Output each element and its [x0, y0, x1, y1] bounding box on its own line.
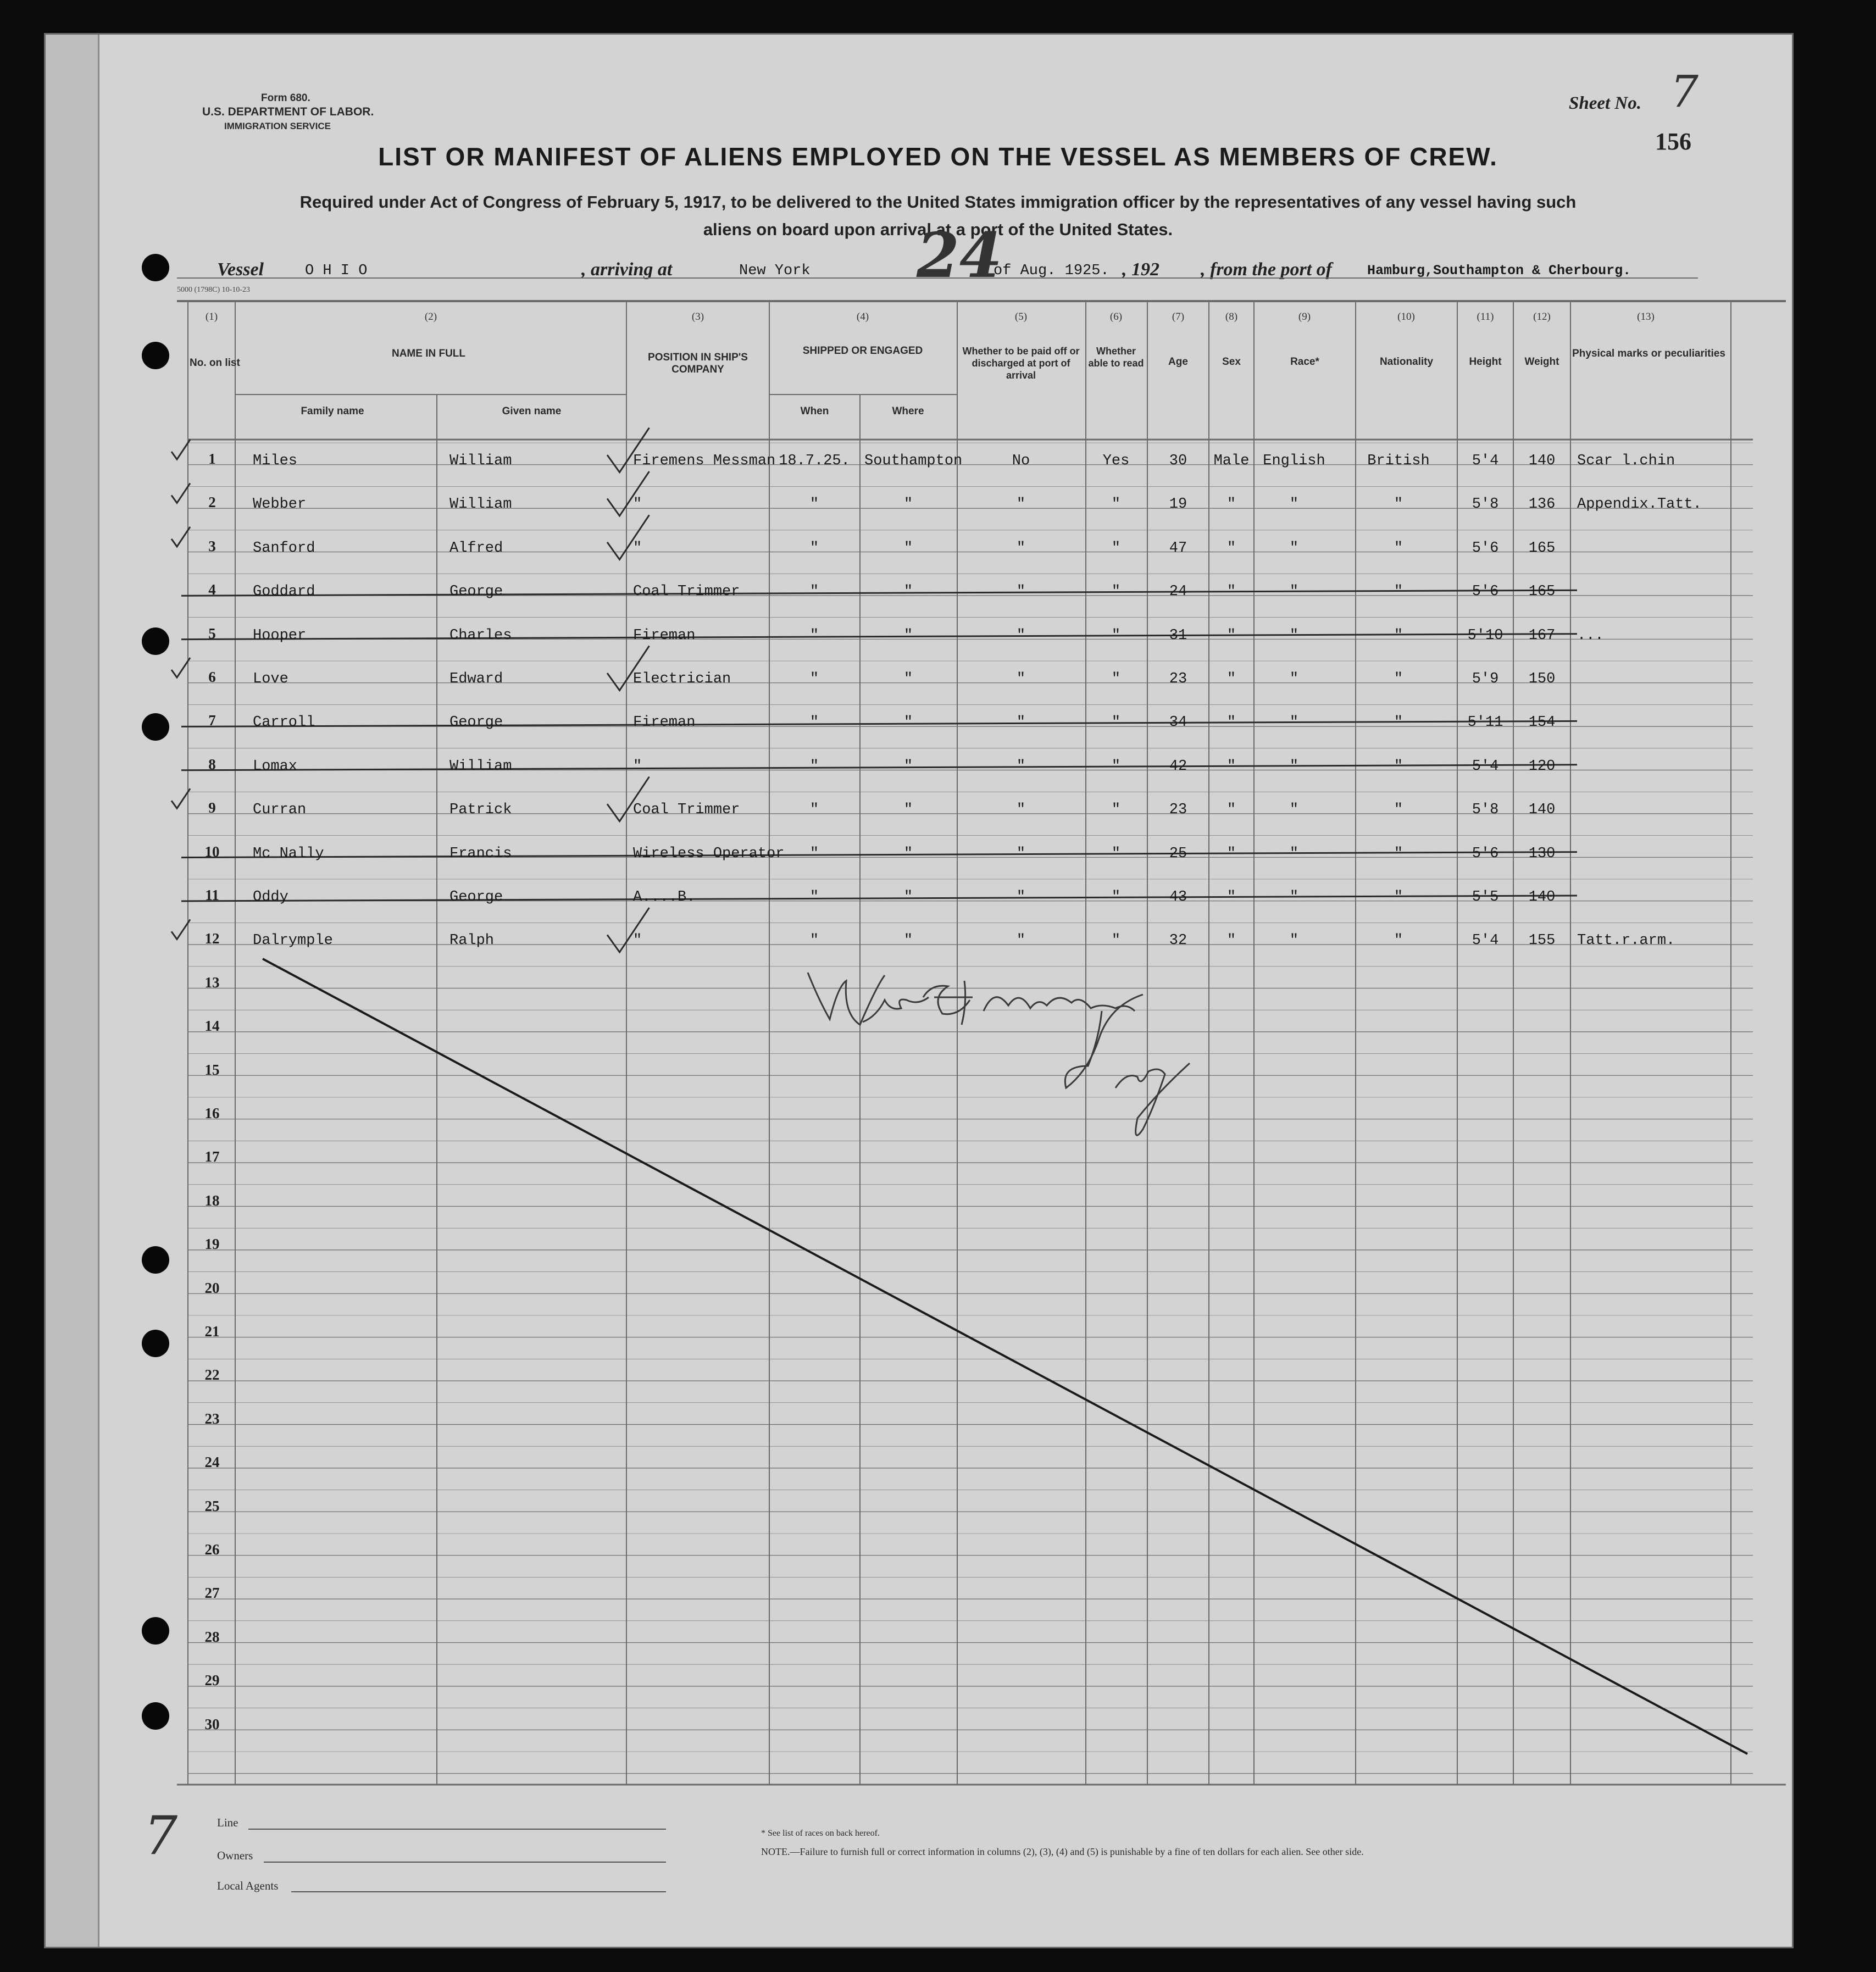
sex-cell: ": [1226, 802, 1236, 819]
able-to-read-cell: ": [1111, 584, 1121, 601]
header-weight: Weight: [1524, 356, 1559, 368]
family-name-cell: Hooper: [253, 627, 307, 644]
weight-cell: 136: [1528, 496, 1556, 513]
age-cell: 23: [1169, 671, 1187, 687]
void-diagonal-line: [263, 959, 1747, 1754]
able-to-read-cell: ": [1111, 627, 1121, 644]
nationality-cell: ": [1394, 714, 1403, 731]
height-cell: 5'6: [1472, 540, 1499, 557]
position-cell: ": [633, 932, 642, 949]
weight-cell: 140: [1528, 453, 1556, 469]
age-cell: 47: [1169, 540, 1187, 557]
physical-marks-cell: ...: [1577, 627, 1604, 644]
family-name-cell: Lomax: [253, 758, 298, 775]
header-no-on-list: No. on list: [190, 357, 240, 369]
shipped-when-cell: ": [809, 627, 819, 644]
header-shipped-engaged: SHIPPED OR ENGAGED: [802, 345, 923, 357]
empty-row-number: 21: [204, 1323, 220, 1340]
header-race: Race*: [1290, 356, 1319, 368]
shipped-when-cell: 18.7.25.: [779, 453, 850, 469]
line-field-rule: [248, 1829, 666, 1830]
column-number: (5): [1014, 311, 1028, 323]
header-sex: Sex: [1222, 356, 1241, 368]
row-number: 2: [208, 494, 216, 511]
nationality-cell: ": [1394, 758, 1403, 775]
shipped-where-cell: ": [903, 889, 913, 906]
column-number: (3): [691, 311, 704, 323]
row-number: 4: [208, 581, 216, 598]
row-number: 12: [204, 930, 220, 947]
column-number: (10): [1397, 311, 1415, 323]
family-name-cell: Webber: [253, 496, 307, 513]
header-when: When: [800, 405, 829, 417]
document-title: LIST OR MANIFEST OF ALIENS EMPLOYED ON THE VESSEL AS MEMBERS OF CREW.: [378, 142, 1498, 171]
nationality-cell: British: [1367, 453, 1430, 469]
empty-row-number: 30: [204, 1715, 220, 1732]
weight-cell: 150: [1528, 671, 1556, 687]
shipped-where-cell: ": [903, 496, 913, 513]
able-to-read-cell: ": [1111, 889, 1121, 906]
age-cell: 42: [1169, 758, 1187, 775]
weight-cell: 154: [1528, 714, 1556, 731]
position-cell: ": [633, 496, 642, 513]
empty-row-number: 16: [204, 1105, 220, 1121]
position-cell: Wireless Operator: [633, 845, 785, 862]
family-name-cell: Oddy: [253, 889, 288, 906]
height-cell: 5'8: [1472, 496, 1499, 513]
age-cell: 25: [1169, 845, 1187, 862]
able-to-read-cell: ": [1111, 671, 1121, 687]
given-name-cell: George: [449, 714, 503, 731]
able-to-read-cell: Yes: [1102, 453, 1130, 469]
family-name-cell: Carroll: [253, 714, 315, 731]
race-cell: ": [1289, 714, 1299, 731]
sheet-number: 7: [1670, 66, 1699, 117]
height-cell: 5'5: [1472, 889, 1499, 906]
height-cell: 5'8: [1472, 802, 1499, 819]
position-cell: Firemens Messman: [633, 453, 776, 469]
column-number: (12): [1533, 311, 1551, 323]
column-number: (11): [1477, 311, 1494, 323]
weight-cell: 165: [1528, 584, 1556, 601]
paid-off-cell: ": [1016, 758, 1026, 775]
sex-cell: ": [1226, 932, 1236, 949]
family-name-cell: Curran: [253, 802, 307, 819]
empty-row-number: 28: [204, 1628, 220, 1645]
race-footnote: * See list of races on back hereof.: [761, 1829, 880, 1838]
corner-sheet-number: 7: [144, 1805, 178, 1867]
sex-cell: ": [1226, 584, 1236, 601]
given-name-cell: William: [449, 453, 512, 469]
shipped-when-cell: ": [809, 758, 819, 775]
margin-check-mark: [171, 788, 190, 808]
shipped-where-cell: ": [903, 627, 913, 644]
owners-field-rule: [264, 1862, 666, 1863]
race-cell: ": [1289, 758, 1299, 775]
empty-row-number: 22: [204, 1366, 220, 1384]
family-name-cell: Love: [253, 671, 288, 687]
arrival-day: 24: [917, 220, 1002, 292]
arrival-port: New York: [739, 263, 811, 279]
shipped-when-cell: ": [809, 540, 819, 557]
empty-row-number: 23: [204, 1410, 220, 1427]
shipped-where-cell: ": [903, 671, 913, 687]
column-number: (4): [856, 311, 869, 323]
column-number: (6): [1109, 311, 1123, 323]
shipped-where-cell: ": [903, 540, 913, 557]
sex-cell: ": [1226, 758, 1236, 775]
empty-row-number: 25: [204, 1497, 220, 1514]
paid-off-cell: ": [1016, 671, 1026, 687]
paid-off-cell: ": [1016, 627, 1026, 644]
age-cell: 24: [1169, 584, 1187, 601]
row-number: 5: [208, 625, 216, 642]
shipped-when-cell: ": [809, 802, 819, 819]
shipped-when-cell: ": [809, 496, 819, 513]
paid-off-cell: ": [1016, 496, 1026, 513]
line-label: Line: [217, 1816, 238, 1829]
paid-off-cell: ": [1016, 889, 1026, 906]
sex-cell: ": [1226, 627, 1236, 644]
column-number: (1): [205, 311, 218, 323]
row-number: 1: [208, 451, 216, 467]
shipped-where-cell: Southampton: [864, 453, 963, 469]
given-name-cell: George: [449, 584, 503, 601]
family-name-cell: Goddard: [253, 584, 315, 601]
empty-row-number: 29: [204, 1672, 220, 1689]
family-name-cell: Mc Nally: [253, 845, 324, 862]
weight-cell: 130: [1528, 845, 1556, 862]
age-cell: 30: [1169, 453, 1187, 469]
physical-marks-cell: Appendix.Tatt.: [1577, 496, 1702, 513]
header-position: POSITION IN SHIP'S COMPANY: [648, 352, 748, 375]
paid-off-cell: No: [1012, 453, 1030, 469]
shipped-when-cell: ": [809, 889, 819, 906]
able-to-read-cell: ": [1111, 714, 1121, 731]
row-number: 8: [208, 756, 216, 773]
empty-row-number: 13: [204, 974, 220, 991]
header-name-in-full: NAME IN FULL: [391, 348, 466, 359]
owners-label: Owners: [217, 1849, 253, 1862]
header-nationality: Nationality: [1379, 356, 1434, 368]
able-to-read-cell: ": [1111, 845, 1121, 862]
given-name-cell: Francis: [449, 845, 512, 862]
race-cell: ": [1289, 845, 1299, 862]
weight-cell: 140: [1528, 889, 1556, 906]
able-to-read-cell: ": [1111, 932, 1121, 949]
physical-marks-cell: Tatt.r.arm.: [1577, 932, 1675, 949]
shipped-when-cell: ": [809, 932, 819, 949]
officer-signature: [808, 973, 1190, 1135]
empty-row-number: 27: [204, 1585, 220, 1602]
empty-row-number: 15: [204, 1061, 220, 1078]
age-cell: 32: [1169, 932, 1187, 949]
nationality-cell: ": [1394, 889, 1403, 906]
race-cell: ": [1289, 584, 1299, 601]
nationality-cell: ": [1394, 540, 1403, 557]
shipped-when-cell: ": [809, 671, 819, 687]
weight-cell: 140: [1528, 802, 1556, 819]
paid-off-cell: ": [1016, 845, 1026, 862]
race-cell: English: [1263, 453, 1325, 469]
race-cell: ": [1289, 889, 1299, 906]
shipped-where-cell: ": [903, 802, 913, 819]
race-cell: ": [1289, 496, 1299, 513]
sex-cell: ": [1226, 496, 1236, 513]
weight-cell: 155: [1528, 932, 1556, 949]
row-number: 10: [204, 843, 220, 860]
header-family-name: Family name: [301, 405, 364, 417]
header-paid-off: Whether to be paid off or discharged at port of arrival: [962, 346, 1080, 381]
row-number: 9: [208, 799, 216, 816]
position-cell: Coal Trimmer: [633, 802, 740, 819]
header-where: Where: [892, 405, 924, 417]
margin-check-mark: [171, 483, 190, 503]
penalty-note: NOTE.—Failure to furnish full or correct information in columns (2), (3), (4) and (5) is punishable by a fine of ten dollars for each alien. See other side.: [761, 1846, 1364, 1857]
nationality-cell: ": [1394, 802, 1403, 819]
form-number: Form 680.: [261, 92, 310, 104]
nationality-cell: ": [1394, 932, 1403, 949]
header-able-to-read: Whether able to read: [1088, 346, 1144, 369]
header-height: Height: [1469, 356, 1502, 368]
height-cell: 5'10: [1467, 627, 1503, 644]
position-cell: ": [633, 758, 642, 775]
height-cell: 5'9: [1472, 671, 1499, 687]
given-name-cell: Patrick: [449, 802, 512, 819]
department-name: U.S. DEPARTMENT OF LABOR.: [202, 105, 374, 118]
column-number: (13): [1637, 311, 1655, 323]
column-number: (7): [1172, 311, 1185, 323]
position-cell: Coal Trimmer: [633, 584, 740, 601]
height-cell: 5'6: [1472, 584, 1499, 601]
able-to-read-cell: ": [1111, 758, 1121, 775]
weight-cell: 120: [1528, 758, 1556, 775]
sex-cell: ": [1226, 714, 1236, 731]
given-name-cell: Edward: [449, 671, 503, 687]
sex-cell: ": [1226, 540, 1236, 557]
position-check-mark: [607, 908, 650, 952]
given-name-cell: Ralph: [449, 932, 495, 949]
shipped-when-cell: ": [809, 714, 819, 731]
nationality-cell: ": [1394, 671, 1403, 687]
margin-check-mark: [171, 440, 190, 459]
nationality-cell: ": [1394, 496, 1403, 513]
service-name: IMMIGRATION SERVICE: [224, 121, 331, 131]
age-cell: 23: [1169, 802, 1187, 819]
given-name-cell: Charles: [449, 627, 512, 644]
column-number: (8): [1225, 311, 1238, 323]
height-cell: 5'11: [1467, 714, 1503, 731]
able-to-read-cell: ": [1111, 540, 1121, 557]
column-number: (2): [424, 311, 437, 323]
print-code: 5000 (1798C) 10-10-23: [177, 286, 250, 294]
local-agents-field-rule: [291, 1891, 666, 1892]
position-check-mark: [607, 515, 650, 559]
row-number: 7: [208, 712, 216, 729]
shipped-when-cell: ": [809, 584, 819, 601]
from-label: , from the port of: [1201, 259, 1332, 280]
age-cell: 19: [1169, 496, 1187, 513]
year-label: , 192: [1122, 259, 1159, 280]
margin-check-mark: [171, 658, 190, 677]
family-name-cell: Miles: [253, 453, 298, 469]
given-name-cell: Alfred: [449, 540, 503, 557]
empty-row-number: 24: [204, 1454, 220, 1471]
row-number: 11: [205, 887, 219, 903]
paid-off-cell: ": [1016, 584, 1026, 601]
act-reference: Required under Act of Congress of February 5, 1917, to be delivered to the United States immigration officer by the representatives of any vessel having such: [299, 192, 1577, 212]
row-number: 3: [208, 537, 216, 554]
height-cell: 5'4: [1472, 932, 1499, 949]
weight-cell: 167: [1528, 627, 1556, 644]
shipped-where-cell: ": [903, 714, 913, 731]
able-to-read-cell: ": [1111, 802, 1121, 819]
empty-row-number: 26: [204, 1541, 220, 1558]
shipped-where-cell: ": [903, 932, 913, 949]
given-name-cell: William: [449, 758, 512, 775]
empty-row-number: 14: [204, 1018, 220, 1035]
page-number: 156: [1655, 128, 1691, 155]
given-name-cell: William: [449, 496, 512, 513]
weight-cell: 165: [1528, 540, 1556, 557]
row-number: 6: [208, 669, 216, 685]
nationality-cell: ": [1394, 627, 1403, 644]
sex-cell: Male: [1213, 453, 1250, 469]
race-cell: ": [1289, 802, 1299, 819]
act-reference-2: aliens on board upon arrival at a port of the United States.: [703, 220, 1173, 239]
physical-marks-cell: Scar l.chin: [1577, 453, 1675, 469]
age-cell: 31: [1169, 627, 1187, 644]
empty-row-number: 20: [204, 1279, 220, 1296]
shipped-when-cell: ": [809, 845, 819, 862]
paid-off-cell: ": [1016, 932, 1026, 949]
sheet-label: Sheet No.: [1569, 93, 1641, 113]
given-name-cell: George: [449, 889, 503, 906]
age-cell: 43: [1169, 889, 1187, 906]
position-cell: Electrician: [633, 671, 731, 687]
position-cell: Fireman: [633, 627, 696, 644]
age-cell: 34: [1169, 714, 1187, 731]
nationality-cell: ": [1394, 584, 1403, 601]
shipped-where-cell: ": [903, 845, 913, 862]
header-age: Age: [1168, 356, 1188, 368]
sex-cell: ": [1226, 845, 1236, 862]
position-cell: Fireman: [633, 714, 696, 731]
empty-row-number: 18: [204, 1192, 220, 1209]
paid-off-cell: ": [1016, 714, 1026, 731]
header-given-name: Given name: [502, 405, 562, 417]
race-cell: ": [1289, 932, 1299, 949]
shipped-where-cell: ": [903, 584, 913, 601]
race-cell: ": [1289, 627, 1299, 644]
position-cell: A....B.: [633, 889, 696, 906]
margin-check-mark: [171, 527, 190, 547]
family-name-cell: Dalrymple: [253, 932, 333, 949]
able-to-read-cell: ": [1111, 496, 1121, 513]
position-cell: ": [633, 540, 642, 557]
position-check-mark: [607, 471, 650, 516]
height-cell: 5'4: [1472, 758, 1499, 775]
paid-off-cell: ": [1016, 540, 1026, 557]
sex-cell: ": [1226, 889, 1236, 906]
height-cell: 5'6: [1472, 845, 1499, 862]
empty-row-number: 19: [204, 1236, 220, 1253]
arrival-date: of Aug. 1925.: [993, 263, 1109, 279]
header-physical-marks: Physical marks or peculiarities: [1572, 348, 1725, 359]
local-agents-label: Local Agents: [217, 1879, 279, 1892]
height-cell: 5'4: [1472, 453, 1499, 469]
race-cell: ": [1289, 540, 1299, 557]
shipped-where-cell: ": [903, 758, 913, 775]
family-name-cell: Sanford: [253, 540, 315, 557]
departure-port: Hamburg,Southampton & Cherbourg.: [1367, 263, 1631, 279]
nationality-cell: ": [1394, 845, 1403, 862]
empty-row-number: 17: [204, 1148, 220, 1165]
vessel-label: Vessel: [217, 259, 264, 280]
column-number: (9): [1298, 311, 1311, 323]
sex-cell: ": [1226, 671, 1236, 687]
vessel-name: O H I O: [305, 263, 368, 279]
paid-off-cell: ": [1016, 802, 1026, 819]
race-cell: ": [1289, 671, 1299, 687]
arriving-label: , arriving at: [581, 259, 673, 280]
margin-check-mark: [171, 919, 190, 939]
